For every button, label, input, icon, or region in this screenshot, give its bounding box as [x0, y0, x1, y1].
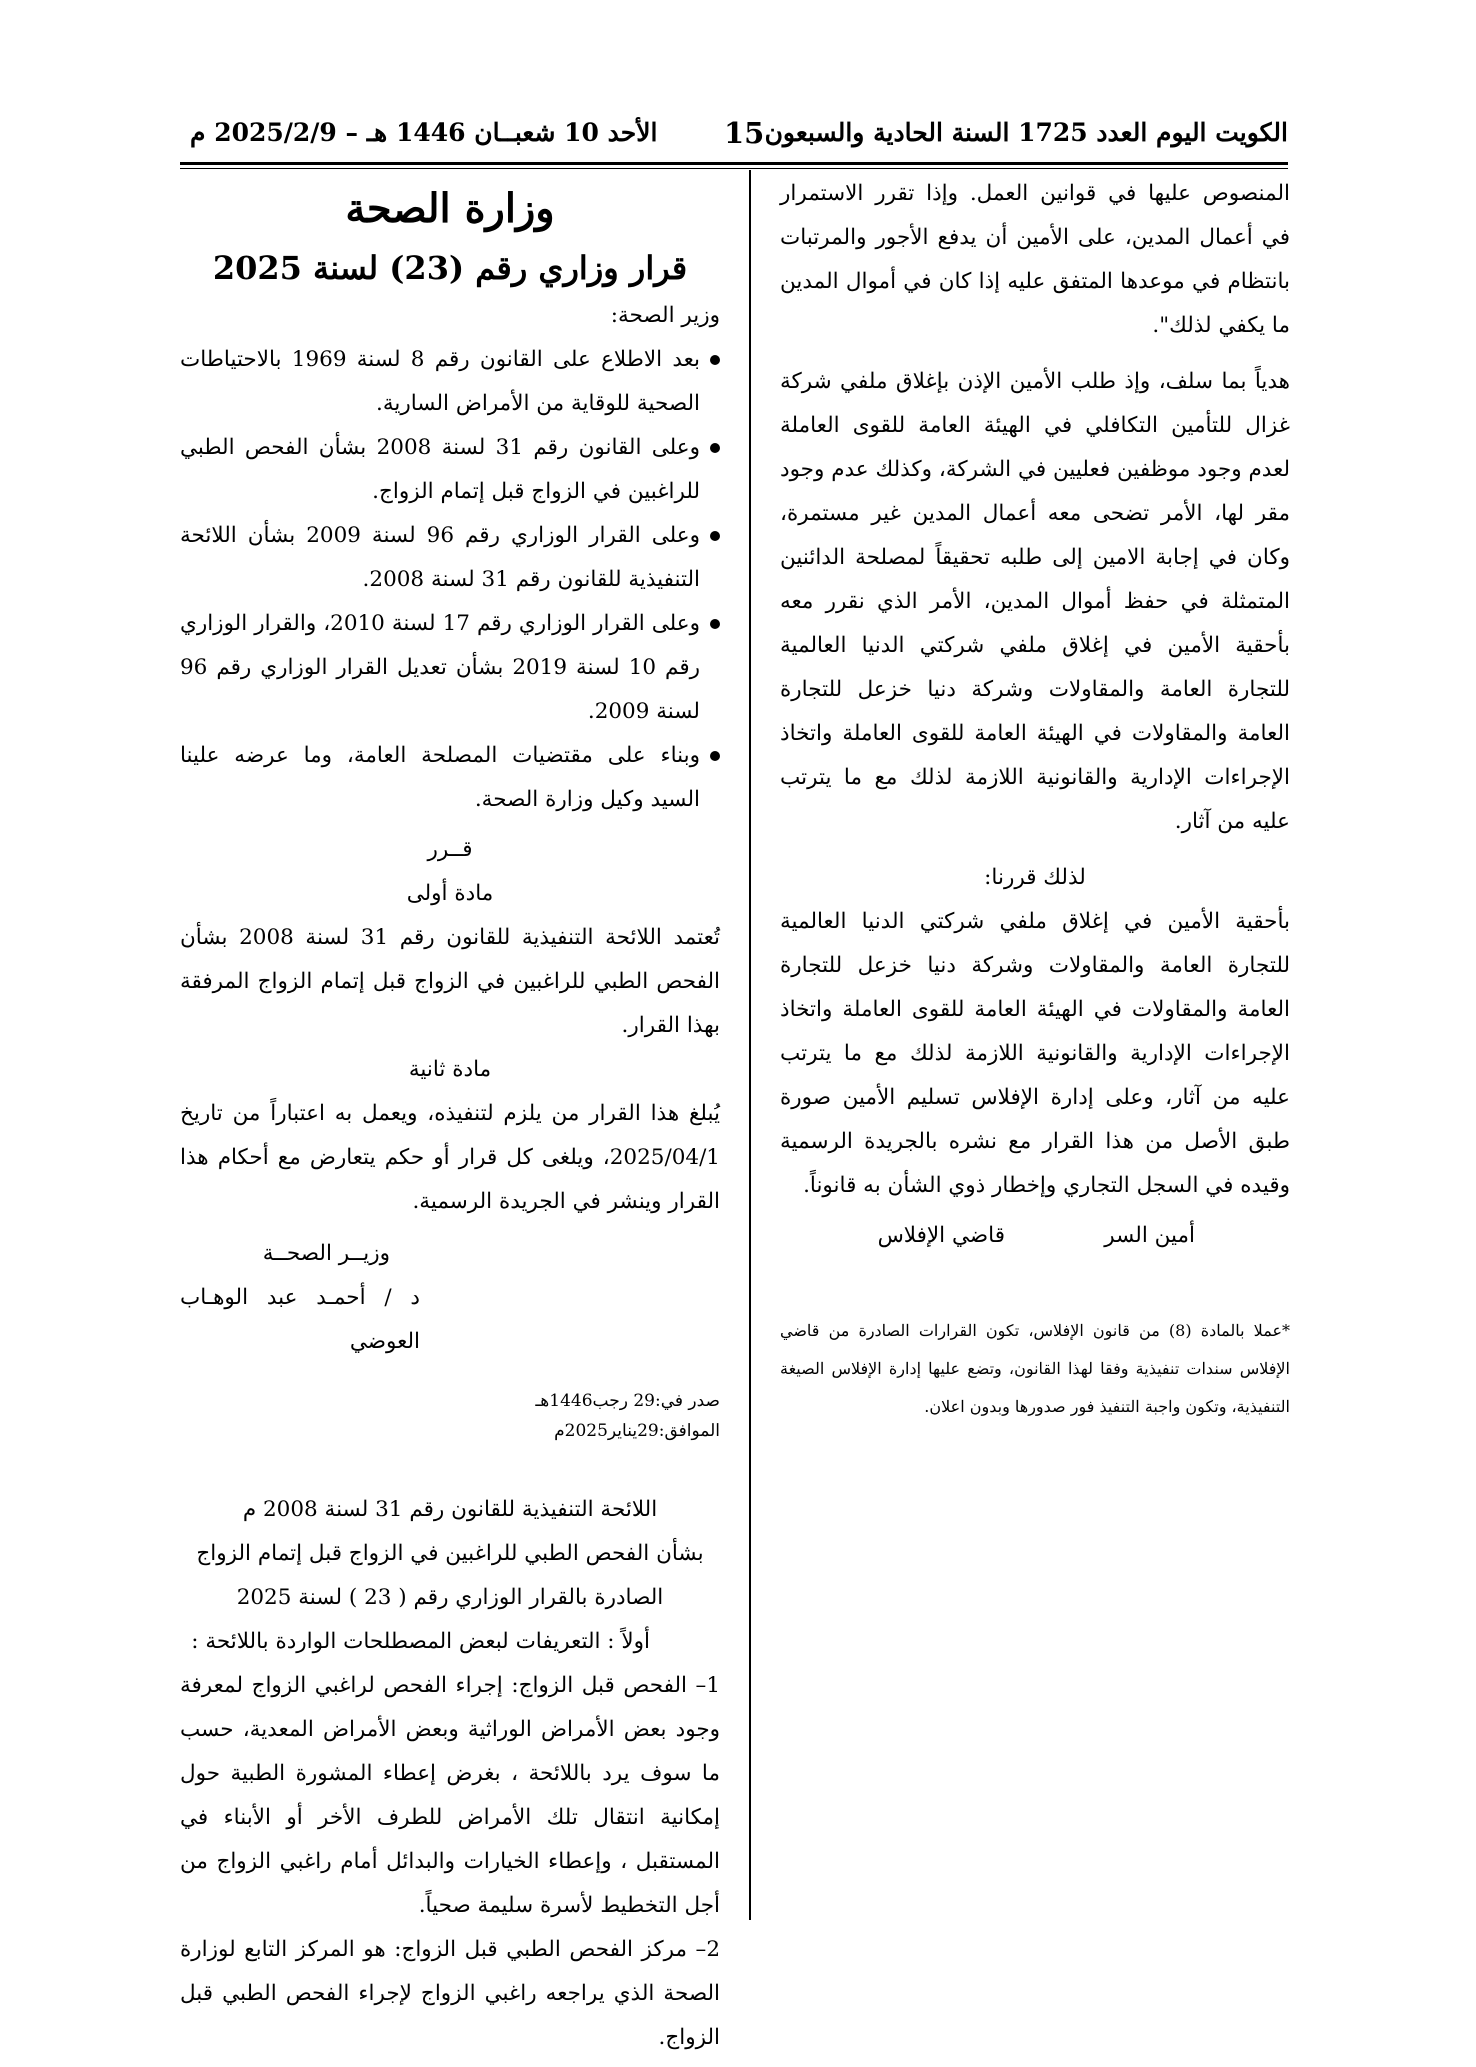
minister-line: وزير الصحة: [610, 303, 720, 328]
gazette-issue-info: الكويت اليوم العدد 1725 السنة الحادية والسبعون [764, 118, 1288, 147]
bankruptcy-footnote: *عملا بالمادة (8) من قانون الإفلاس، تكون القرارات الصادرة من قاضي الإفلاس سندات تنفيذية وفقا لهذا القانون، وتضع عليها إدارة الإفلاس الصيغة التنفيذية، وتكون واجبة التنفيذ فور صدورها وبدون اعلان. [780, 1321, 1291, 1416]
issued-date-hijri: صدر في:29 رجب1446هـ [535, 1391, 720, 1411]
judge-signature-label: قاضي الإفلاس [877, 1223, 1005, 1248]
paragraph-trustee-request: هدياً بما سلف، وإذ طلب الأمين الإذن بإغلاق ملفي شركة غزال للتأمين التكافلي في الهيئة العامة للقوى العاملة لعدم وجود موظفين فعليين في الشركة، وكذلك عدم وجود مقر لها، الأمر تضحى معه أعمال المدين غير مستمرة، وكان في إجابة الامين إلى طلبه تحقيقاً لمصلحة الدائنين المتمثلة في حفظ أموال المدين، الأمر الذي نقرر معه بأحقية الأمين في إغلاق ملفي شركتي الدنيا العالمية للتجارة العامة والمقاولات وشركة دنيا خزعل للتجارة العامة والمقاولات في الهيئة العامة للقوى العاملة واتخاذ الإجراءات الإدارية والقانونية اللازمة لذلك مع ما يترتب عليه من آثار. [780, 369, 1290, 834]
bullet-item [180, 338, 720, 426]
page-header [180, 118, 1288, 162]
ministry-title: وزارة الصحة [345, 185, 555, 232]
article-1-title: مادة أولى [406, 881, 494, 906]
bullet-dot-icon [710, 531, 720, 541]
bullet-text: بعد الاطلاع على القانون رقم 8 لسنة 1969 بالاحتياطات الصحية للوقاية من الأمراض السارية. [180, 347, 701, 416]
left-column [180, 172, 720, 2060]
bullet-dot-icon [710, 751, 720, 761]
bullet-item [180, 426, 720, 514]
article-2-title: مادة ثانية [408, 1057, 492, 1082]
page-number: 15 [724, 116, 765, 150]
definitions-heading: أولاً : التعريفات لبعض المصطلحات الواردة باللائحة : [191, 1629, 650, 1654]
paragraph-labor-laws: المنصوص عليها في قوانين العمل. وإذا تقرر الاستمرار في أعمال المدين، على الأمين أن يدفع الأجور والمرتبات بانتظام في موعدها المتفق عليه إذا كان في أموال المدين ما يكفي لذلك". [780, 181, 1290, 338]
bullet-text: وعلى القرار الوزاري رقم 17 لسنة 2010، والقرار الوزاري رقم 10 لسنة 2019 بشأن تعديل القرار الوزاري رقم 96 لسنة 2009. [180, 611, 700, 724]
issue-date: الأحد 10 شعبــان 1446 هـ – 2025/2/9 م [190, 118, 658, 147]
article-2-text: يُبلغ هذا القرار من يلزم لتنفيذه، ويعمل به اعتباراً من تاريخ 2025/04/1، ويلغى كل قرار أو حكم يتعارض مع أحكام هذا القرار وينشر في الجريدة الرسمية. [180, 1101, 720, 1214]
bullet-dot-icon [710, 443, 720, 453]
header-rule [180, 162, 1288, 165]
bullet-text: وعلى القرار الوزاري رقم 96 لسنة 2009 بشأن اللائحة التنفيذية للقانون رقم 31 لسنة 2008. [180, 523, 700, 592]
header-rule-thin [180, 168, 1288, 169]
minister-signature-title: وزيــر الصحــة [262, 1241, 390, 1266]
definition-1: 1– الفحص قبل الزواج: إجراء الفحص لراغبي الزواج لمعرفة وجود بعض الأمراض الوراثية وبعض الأمراض المعدية، حسب ما سوف يرد باللائحة ، بغرض إعطاء المشورة الطبية حول إمكانية انتقال تلك الأمراض للطرف الأخر أو الأبناء في المستقبل ، وإعطاء الخيارات والبدائل أمام راغبي الزواج من أجل التخطيط لأسرة سليمة صحياً. [180, 1673, 720, 1918]
bullet-text: وبناء على مقتضيات المصلحة العامة، وما عرضه علينا السيد وكيل وزارة الصحة. [180, 743, 700, 812]
right-column [780, 172, 1290, 1426]
signature-row [780, 1208, 1290, 1260]
bullet-item [180, 602, 720, 734]
minister-name: د / أحمـد عبد الوهـاب العوضي [180, 1285, 420, 1354]
decree-title: قرار وزاري رقم (23) لسنة 2025 [212, 249, 688, 287]
issued-date-gregorian: الموافق:29يناير2025م [554, 1421, 720, 1441]
regulation-subtitle: بشأن الفحص الطبي للراغبين في الزواج قبل إتمام الزواج الصادرة بالقرار الوزاري رقم ( 23 ) لسنة 2025 [196, 1541, 704, 1610]
bullet-dot-icon [710, 355, 720, 365]
bullet-item [180, 514, 720, 602]
article-1-text: تُعتمد اللائحة التنفيذية للقانون رقم 31 لسنة 2008 بشأن الفحص الطبي للراغبين في الزواج قبل إتمام الزواج المرفقة بهذا القرار. [180, 925, 720, 1038]
paragraph-decision: بأحقية الأمين في إغلاق ملفي شركتي الدنيا العالمية للتجارة العامة والمقاولات وشركة دنيا خزعل للتجارة العامة والمقاولات في الهيئة العامة للقوى العاملة واتخاذ الإجراءات الإدارية والقانونية اللازمة لذلك مع ما يترتب عليه من آثار، وعلى إدارة الإفلاس تسليم الأمين صورة طبق الأصل من هذا القرار مع نشره بالجريدة الرسمية وقيده في السجل التجاري وإخطار ذوي الشأن به قانوناً. [780, 909, 1290, 1198]
bullet-text: وعلى القانون رقم 31 لسنة 2008 بشأن الفحص الطبي للراغبين في الزواج قبل إتمام الزواج. [180, 435, 700, 504]
secretary-signature-label: أمين السر [1104, 1223, 1195, 1248]
decided-heading: قــرر [427, 837, 473, 862]
column-divider [749, 170, 751, 1920]
bullet-item [180, 734, 720, 822]
bullet-dot-icon [710, 619, 720, 629]
regulation-title: اللائحة التنفيذية للقانون رقم 31 لسنة 2008 م [242, 1497, 658, 1522]
definition-2: 2– مركز الفحص الطبي قبل الزواج: هو المركز التابع لوزارة الصحة الذي يراجعه راغبي الزواج لإجراء الفحص الطبي قبل الزواج. [180, 1937, 720, 2050]
decision-heading: لذلك قررنا: [984, 865, 1086, 890]
